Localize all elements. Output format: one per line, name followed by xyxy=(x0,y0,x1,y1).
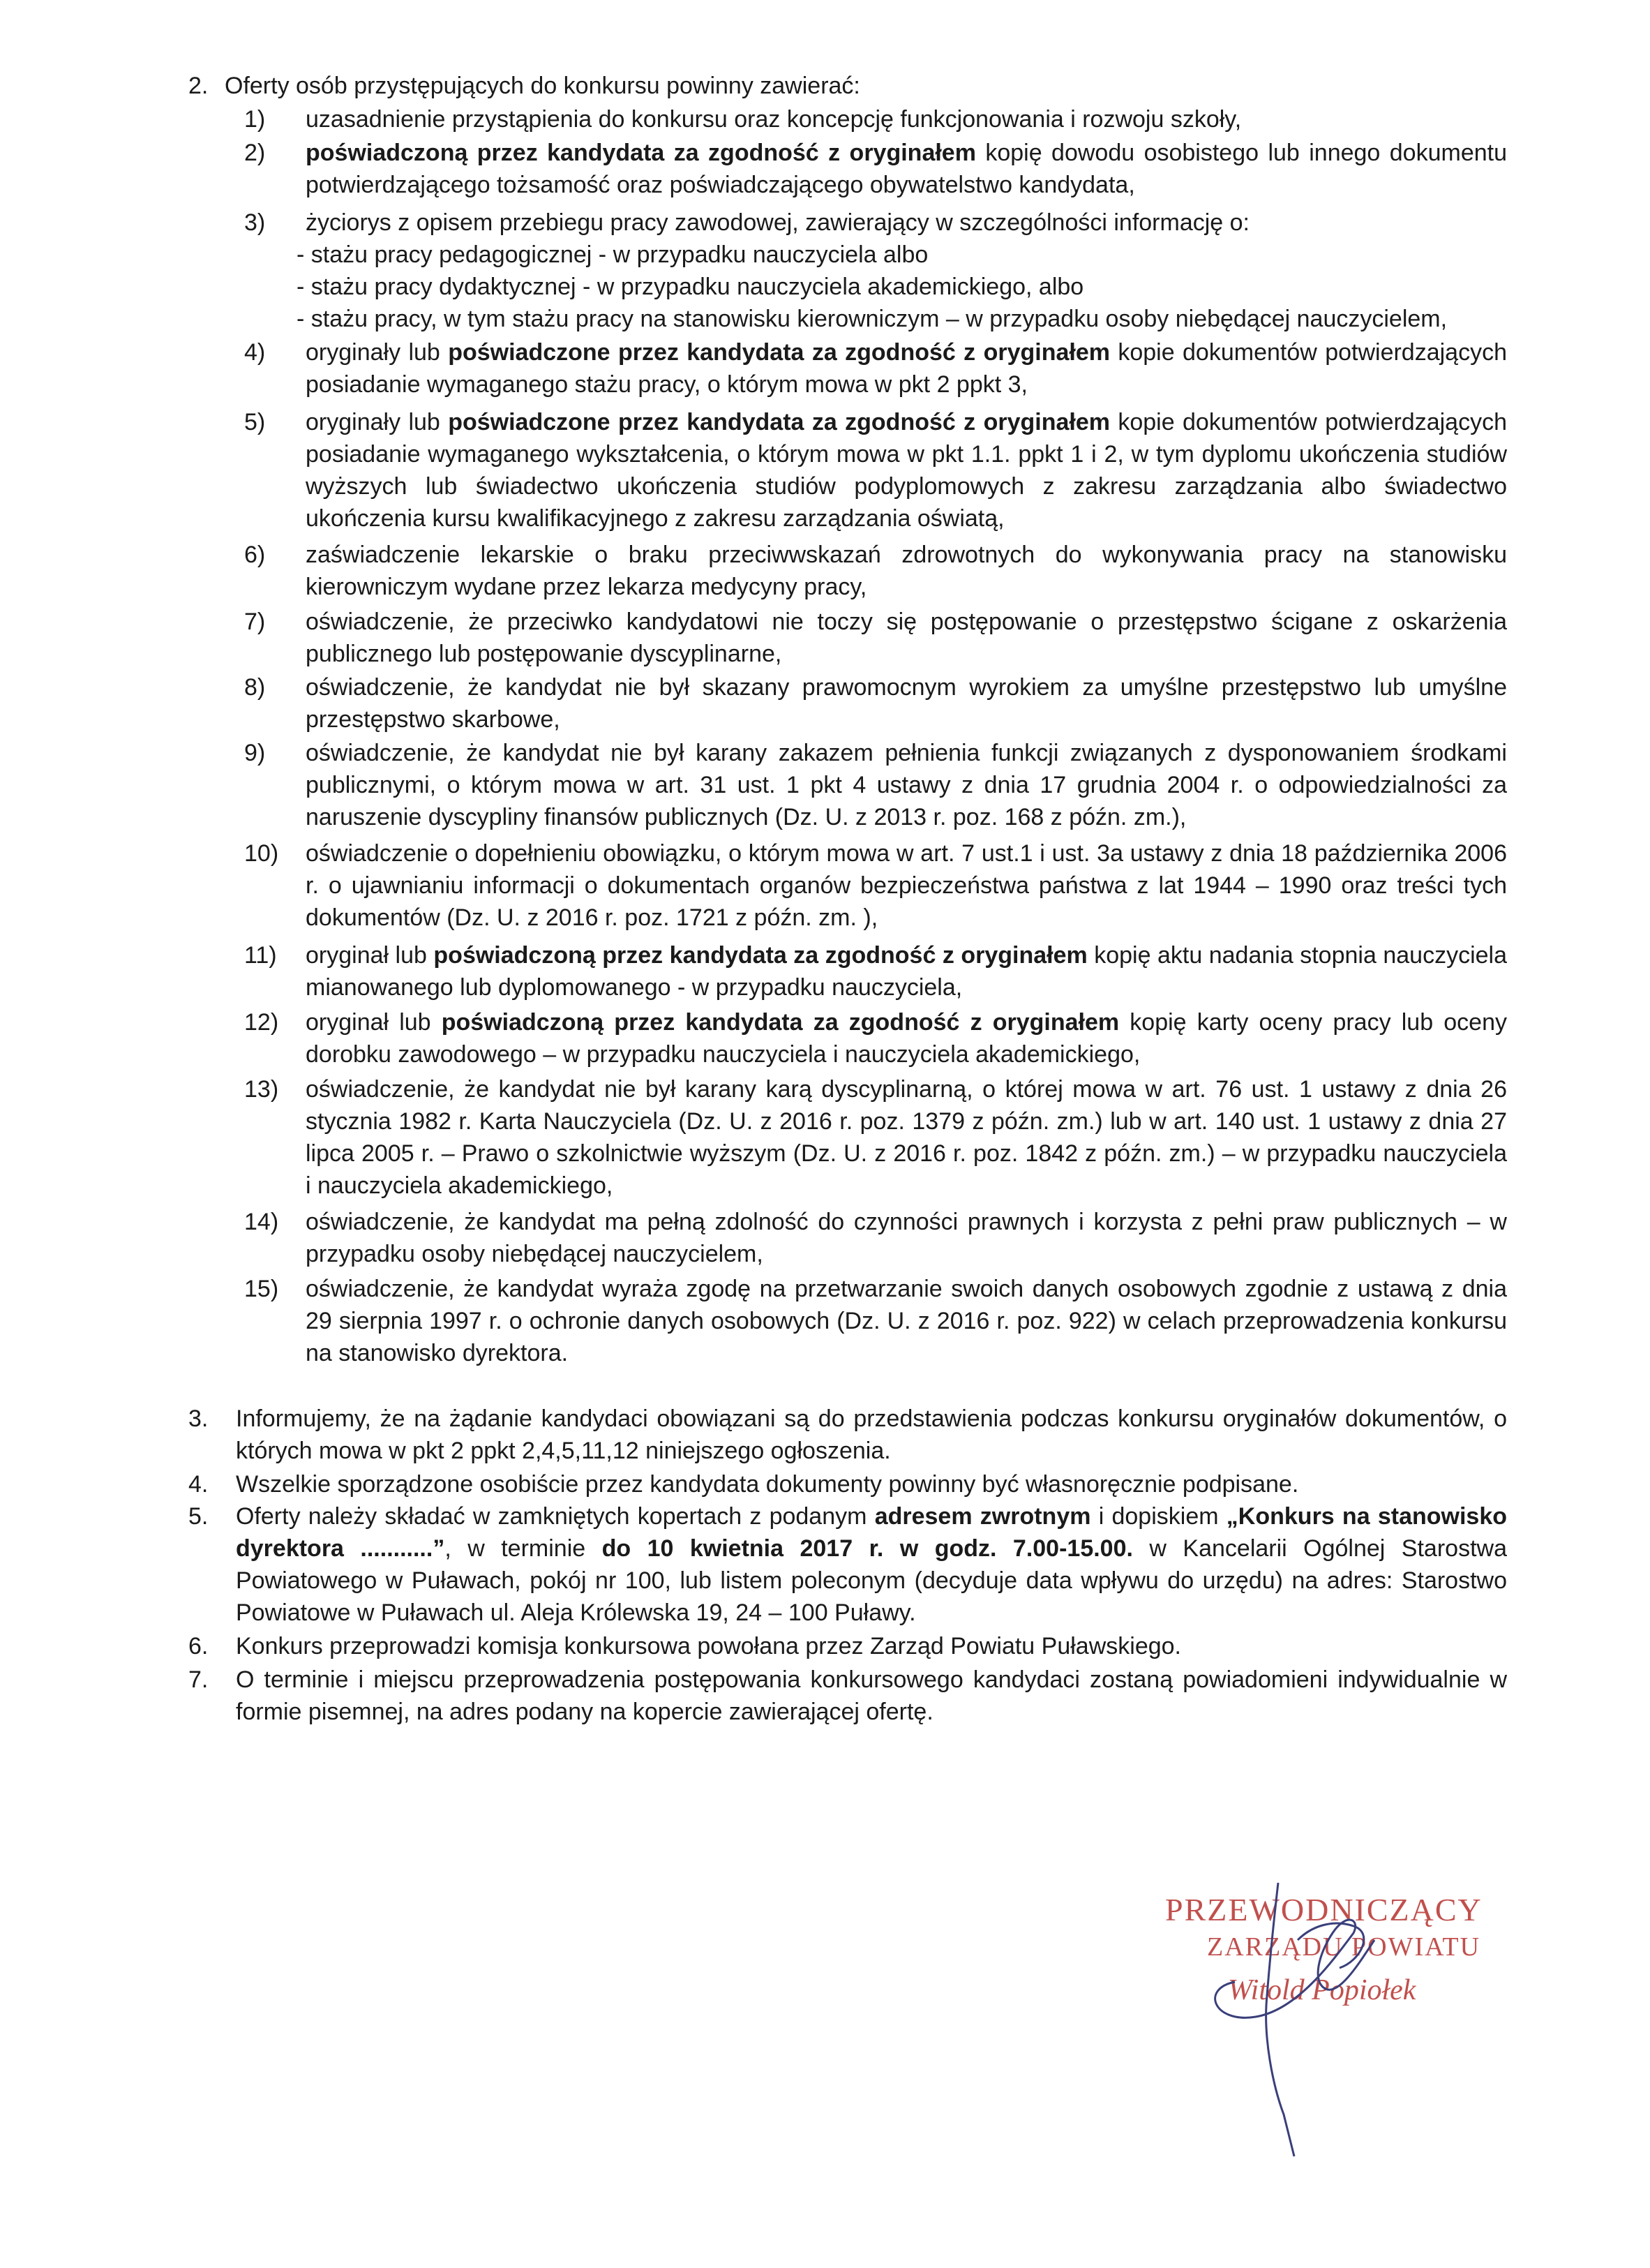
dash-item: - stażu pracy pedagogicznej - w przypadku nauczyciela albo xyxy=(297,241,929,268)
item-number: 6) xyxy=(244,542,266,568)
stamp-name: Witold Popiołek xyxy=(1228,1974,1416,2006)
section-text: Konkurs przeprowadzi komisja konkursowa powołana przez Zarząd Powiatu Puławskiego. xyxy=(236,1633,1181,1659)
item-text: oświadczenie, że przeciwko kandydatowi nie toczy się postępowanie o przestępstwo ścigane z oskarżenia publicznego lub postępowanie dyscyplinarne, xyxy=(306,609,1507,667)
item-number: 8) xyxy=(244,674,266,701)
section-text: O terminie i miejscu przeprowadzenia postępowania konkursowego kandydaci zostaną powiadomieni indywidualnie w formie pisemnej, na adres podany na kopercie zawierającej ofertę. xyxy=(236,1666,1507,1725)
item-text: poświadczoną przez kandydata za zgodność z oryginałem kopię dowodu osobistego lub innego dokumentu potwierdzającego tożsamość oraz poświadczającego obywatelstwo kandydata, xyxy=(306,140,1507,198)
item-number: 11) xyxy=(244,942,277,969)
item-number: 13) xyxy=(244,1076,279,1103)
item-number: 14) xyxy=(244,1209,279,1235)
item-number: 1) xyxy=(244,106,266,133)
section-number: 4. xyxy=(188,1471,209,1498)
dash-item: - stażu pracy, w tym stażu pracy na stanowisku kierowniczym – w przypadku osoby niebędącej nauczycielem, xyxy=(297,306,1448,332)
stamp-subtitle: ZARZĄDU POWIATU xyxy=(1207,1932,1481,1962)
item-text: uzasadnienie przystąpienia do konkursu oraz koncepcję funkcjonowania i rozwoju szkoły, xyxy=(306,106,1242,133)
section-number: 6. xyxy=(188,1633,209,1659)
item-text: oświadczenie, że kandydat nie był skazany prawomocnym wyrokiem za umyślne przestępstwo lub umyślne przestępstwo skarbowe, xyxy=(306,674,1507,733)
item-text: oryginały lub poświadczone przez kandydata za zgodność z oryginałem kopie dokumentów potwierdzających posiadanie wymaganego stażu pracy, o którym mowa w pkt 2 ppkt 3, xyxy=(306,339,1507,398)
section-number: 3. xyxy=(188,1405,209,1432)
item-text: oświadczenie o dopełnieniu obowiązku, o którym mowa w art. 7 ust.1 i ust. 3a ustawy z dnia 18 października 2006 r. o ujawnianiu informacji o dokumentach organów bezpieczeństwa państwa z lat 1944 – 1990 oraz treści tych dokumentów (Dz. U. z 2016 r. poz. 1721 z późn. zm. ), xyxy=(306,840,1507,931)
section-number: 5. xyxy=(188,1503,209,1530)
item-number: 7) xyxy=(244,609,266,635)
item-text: oryginał lub poświadczoną przez kandydata za zgodność z oryginałem kopię karty oceny pracy lub oceny dorobku zawodowego – w przypadku nauczyciela i nauczyciela akademickiego, xyxy=(306,1009,1507,1068)
item-number: 3) xyxy=(244,209,266,236)
item-number: 2) xyxy=(244,140,266,166)
stamp-title: PRZEWODNICZĄCY xyxy=(1165,1892,1483,1927)
section-intro: Oferty osób przystępujących do konkursu powinny zawierać: xyxy=(225,73,860,99)
item-number: 12) xyxy=(244,1009,279,1036)
item-text: oświadczenie, że kandydat nie był karany karą dyscyplinarną, o której mowa w art. 76 ust. 1 ustawy z dnia 26 stycznia 1982 r. Karta Nauczyciela (Dz. U. z 2016 r. poz. 1379 z późn. zm.) lub w art. 140 ust. 1 ustawy z dnia 27 lipca 2005 r. – Prawo o szkolnictwie wyższym (Dz. U. z 2016 r. poz. 1842 z późn. zm.) – w przypadku nauczyciela i nauczyciela akademickiego, xyxy=(306,1076,1507,1199)
section-number: 7. xyxy=(188,1666,209,1693)
item-text: oświadczenie, że kandydat wyraża zgodę na przetwarzanie swoich danych osobowych zgodnie z ustawą z dnia 29 sierpnia 1997 r. o ochronie danych osobowych (Dz. U. z 2016 r. poz. 922) w celach przeprowadzenia konkursu na stanowisko dyrektora. xyxy=(306,1276,1507,1366)
item-text: życiorys z opisem przebiegu pracy zawodowej, zawierający w szczególności informację o: xyxy=(306,209,1250,236)
handwritten-signature xyxy=(1151,1877,1542,2170)
dash-item: - stażu pracy dydaktycznej - w przypadku nauczyciela akademickiego, albo xyxy=(297,274,1084,300)
item-number: 15) xyxy=(244,1276,279,1302)
section-text: Oferty należy składać w zamkniętych kopertach z podanym adresem zwrotnym i dopiskiem „Konkurs na stanowisko dyrektora ...........”, w terminie do 10 kwietnia 2017 r. w godz. 7.00-15.00. w Kancelarii Ogólnej Starostwa Powiatowego w Puławach, pokój nr 100, lub listem poleconym (decyduje data wpływu do urzędu) na adres: Starostwo Powiatowe w Puławach ul. Aleja Królewska 19, 24 – 100 Puławy. xyxy=(236,1503,1508,1626)
section-text: Informujemy, że na żądanie kandydaci obowiązani są do przedstawienia podczas konkursu oryginałów dokumentów, o których mowa w pkt 2 ppkt 2,4,5,11,12 niniejszego ogłoszenia. xyxy=(236,1405,1507,1464)
item-text: zaświadczenie lekarskie o braku przeciwwskazań zdrowotnych do wykonywania pracy na stanowisku kierowniczym wydane przez lekarza medycyny pracy, xyxy=(306,542,1507,600)
item-number: 10) xyxy=(244,840,279,867)
item-text: oryginały lub poświadczone przez kandydata za zgodność z oryginałem kopie dokumentów potwierdzających posiadanie wymaganego wykształcenia, o którym mowa w pkt 1.1. ppkt 1 i 2, w tym dyplomu ukończenia studiów wyższych lub świadectwo ukończenia studiów podyplomowych z zakresu zarządzania albo świadectwo ukończenia kursu kwalifikacyjnego z zakresu zarządzania oświatą, xyxy=(306,409,1507,532)
item-number: 5) xyxy=(244,409,266,435)
item-text: oświadczenie, że kandydat nie był karany zakazem pełnienia funkcji związanych z dysponowaniem środkami publicznymi, o którym mowa w art. 31 ust. 1 pkt 4 ustawy z dnia 17 grudnia 2004 r. o odpowiedzialności za naruszenie dyscypliny finansów publicznych (Dz. U. z 2013 r. poz. 168 z późn. zm.), xyxy=(306,740,1507,830)
item-text: oświadczenie, że kandydat ma pełną zdolność do czynności prawnych i korzysta z pełni praw publicznych – w przypadku osoby niebędącej nauczycielem, xyxy=(306,1209,1507,1267)
item-number: 9) xyxy=(244,740,266,766)
official-stamp xyxy=(1151,1877,1542,2170)
item-text: oryginał lub poświadczoną przez kandydata za zgodność z oryginałem kopię aktu nadania stopnia nauczyciela mianowanego lub dyplomowanego - w przypadku nauczyciela, xyxy=(306,942,1507,1001)
item-number: 4) xyxy=(244,339,266,366)
section-number: 2. xyxy=(188,73,209,99)
section-text: Wszelkie sporządzone osobiście przez kandydata dokumenty powinny być własnoręcznie podpisane. xyxy=(236,1471,1299,1498)
